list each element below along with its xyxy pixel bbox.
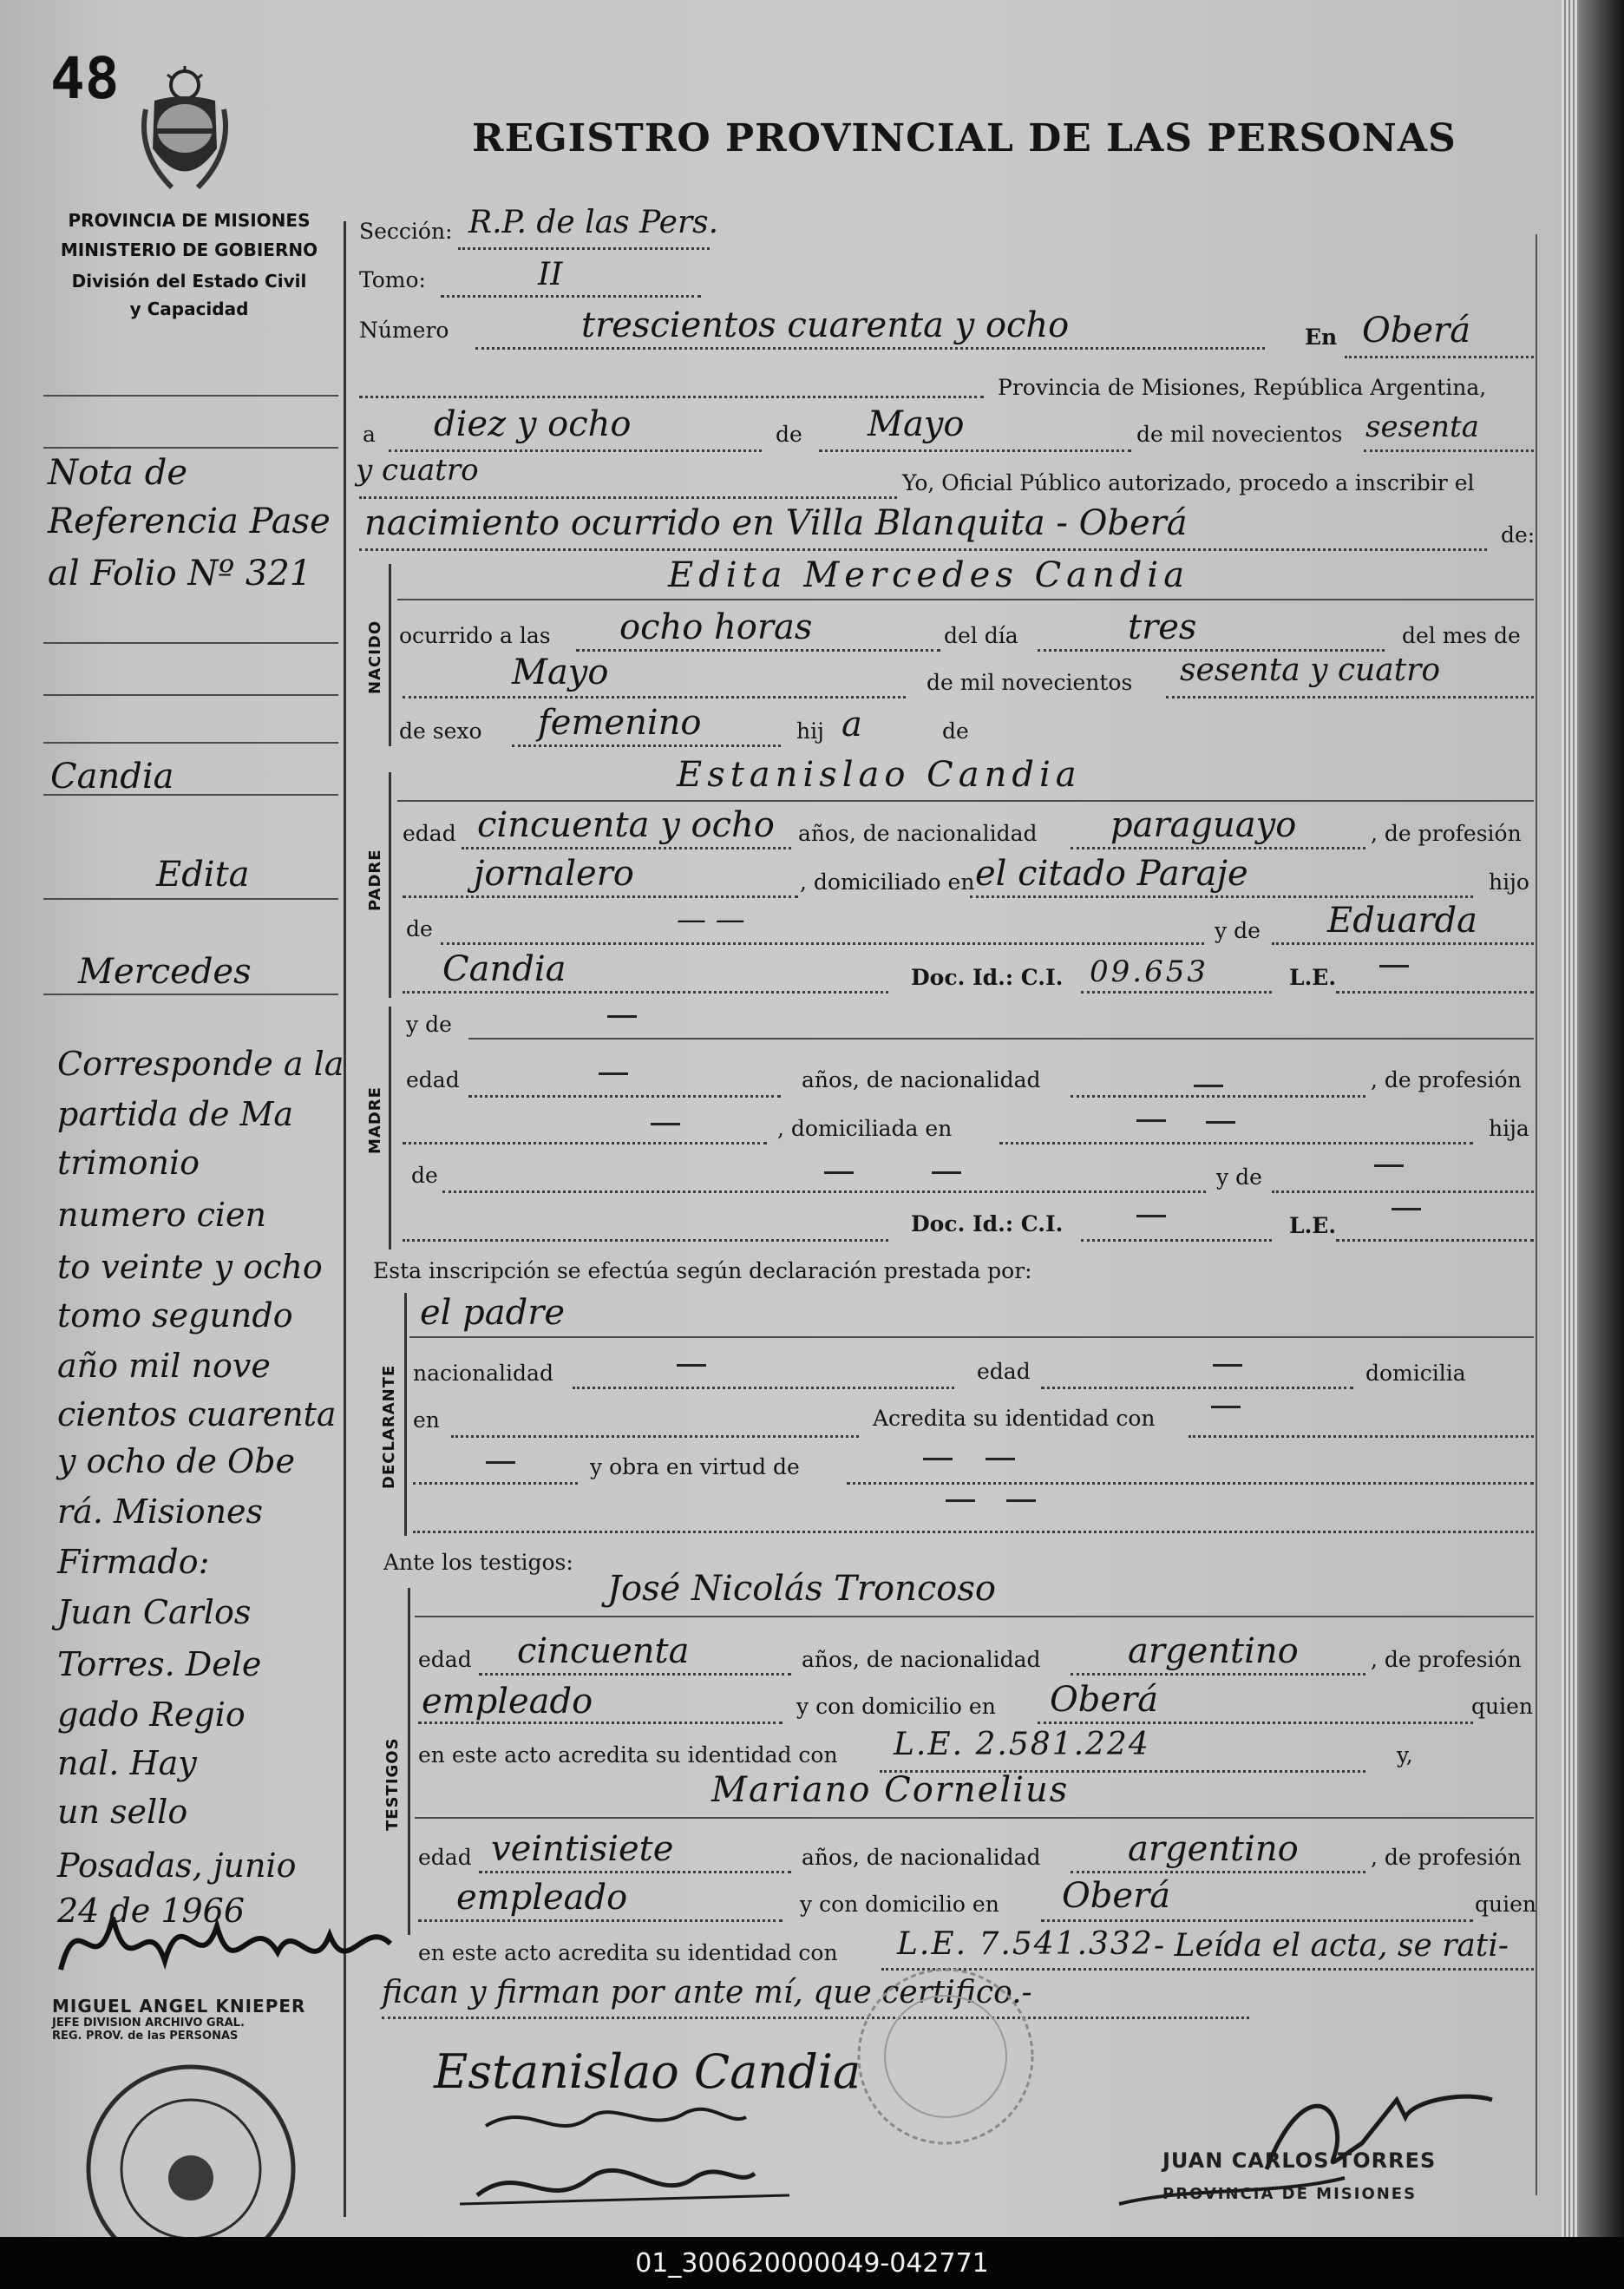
label-domicilia: domicilia xyxy=(1365,1361,1466,1386)
value-padre-yde-a: Eduarda xyxy=(1327,901,1477,941)
label-t1-anios-nac: años, de nacionalidad xyxy=(802,1647,1041,1672)
office-line-4: y Capacidad xyxy=(129,298,249,319)
label-anios-nac: años, de nacionalidad xyxy=(798,821,1038,846)
dots xyxy=(1189,1435,1534,1438)
stamp-left xyxy=(52,1996,347,2043)
dots xyxy=(418,1722,783,1724)
label-declarante: DECLARANTE xyxy=(380,1364,398,1489)
value-padre-prof: jornalero xyxy=(474,854,634,894)
blank-dash xyxy=(1136,1215,1166,1217)
dots xyxy=(1364,449,1534,452)
dots xyxy=(413,1531,1534,1533)
dots xyxy=(359,496,897,499)
margin-first-name: Edita xyxy=(156,855,250,895)
label-madre-y-de: y de xyxy=(406,1012,452,1037)
section-bracket xyxy=(404,1293,407,1536)
value-nombre-nacido: Edita Mercedes Candia xyxy=(668,555,1190,595)
page-number: 48 xyxy=(50,45,120,112)
office-line-3: División del Estado Civil xyxy=(71,271,307,292)
blank-dash xyxy=(677,1364,706,1367)
margin-annotation-line: 24 de 1966 xyxy=(57,1892,246,1930)
margin-rule xyxy=(43,642,338,644)
dots xyxy=(1081,1239,1272,1242)
label-madre-doc: Doc. Id.: C.I. xyxy=(911,1211,1064,1236)
margin-note-line: Nota de xyxy=(48,453,187,493)
blank-dash xyxy=(1379,965,1409,967)
blank-dash xyxy=(1206,1121,1235,1124)
stamp-left-line-3: REG. PROV. de las PERSONAS xyxy=(52,2030,239,2043)
value-anio-a: sesenta xyxy=(1365,410,1479,444)
dots xyxy=(403,1142,767,1144)
stamp-right xyxy=(1162,2148,1436,2203)
blank-dash xyxy=(1211,1406,1241,1408)
dots xyxy=(576,649,940,652)
blank-dash xyxy=(1006,1499,1036,1502)
dots xyxy=(442,1190,1206,1193)
dots xyxy=(462,847,791,849)
label-t1-quien: quien xyxy=(1471,1694,1533,1719)
label-hijo: hijo xyxy=(1489,869,1529,895)
value-hij-suffix: a xyxy=(841,705,862,744)
dots xyxy=(403,696,906,699)
dots xyxy=(479,1673,791,1676)
label-obra: y obra en virtud de xyxy=(590,1454,800,1479)
margin-annotation-line: Corresponde a la xyxy=(57,1045,344,1083)
value-padre-de: — — xyxy=(677,902,745,937)
label-de-3: de xyxy=(406,916,433,941)
label-provincia: Provincia de Misiones, República Argentina, xyxy=(998,375,1487,400)
signature-declarante: Estanislao Candia xyxy=(434,2044,861,2099)
margin-annotation-line: un sello xyxy=(57,1793,188,1831)
label-sexo: de sexo xyxy=(399,718,482,744)
value-numero: trescientos cuarenta y ocho xyxy=(581,305,1070,345)
dots xyxy=(1166,696,1534,699)
value-padre-dom: el citado Paraje xyxy=(975,854,1248,894)
value-anio-b: y cuatro xyxy=(356,453,479,488)
margin-annotation-line: rá. Misiones xyxy=(57,1492,264,1531)
blank-dash xyxy=(923,1458,953,1460)
official-seal-icon xyxy=(78,2056,312,2247)
label-acredita: Acredita su identidad con xyxy=(873,1406,1156,1431)
value-t2-doc: L.E. 7.541.332 xyxy=(897,1926,1154,1962)
label-t2-quien: quien xyxy=(1475,1892,1536,1917)
dots xyxy=(1038,649,1385,652)
label-t1-en-este-acto: en este acto acredita su identidad con xyxy=(418,1742,838,1768)
dots xyxy=(819,449,1131,452)
dots xyxy=(1081,991,1272,994)
dots xyxy=(1071,1871,1365,1873)
margin-note-line: Referencia Pase xyxy=(48,502,331,541)
label-doc: Doc. Id.: C.I. xyxy=(911,965,1064,990)
value-t1-doc: L.E. 2.581.224 xyxy=(894,1727,1150,1762)
label-de-2: de xyxy=(942,718,969,744)
name-rule xyxy=(415,1817,1534,1819)
label-madre-edad: edad xyxy=(406,1067,460,1092)
margin-rule xyxy=(43,994,338,995)
value-mes-nac: Mayo xyxy=(512,653,609,692)
label-madre-de-profesion: , de profesión xyxy=(1371,1067,1522,1092)
value-t1-prof: empleado xyxy=(422,1682,593,1722)
label-numero: Número xyxy=(359,318,449,343)
dots xyxy=(359,548,1487,551)
label-de: de xyxy=(776,422,802,447)
dots xyxy=(413,1482,578,1485)
label-yo: Yo, Oficial Público autorizado, procedo a inscribir el xyxy=(902,470,1475,495)
value-t1-nac: argentino xyxy=(1128,1631,1299,1671)
label-t1-de-profesion: , de profesión xyxy=(1371,1647,1522,1672)
dots xyxy=(1041,1387,1353,1389)
page-edges xyxy=(1562,0,1581,2237)
office-line-1: PROVINCIA DE MISIONES xyxy=(68,210,311,231)
coat-of-arms-icon xyxy=(137,66,232,196)
image-id-footer xyxy=(0,2237,1624,2289)
margin-annotation-line: partida de Ma xyxy=(57,1095,294,1133)
name-rule xyxy=(409,1336,1534,1338)
faded-seal-icon xyxy=(850,1961,1041,2152)
label-t1-con-domicilio: y con domicilio en xyxy=(796,1694,996,1719)
dots xyxy=(1041,1919,1473,1922)
value-anio-nac: sesenta y cuatro xyxy=(1180,653,1441,688)
blank-dash xyxy=(1213,1364,1242,1367)
name-rule xyxy=(415,1616,1534,1617)
margin-annotation-line: año mil nove xyxy=(57,1347,271,1385)
margin-signature-scribble xyxy=(52,1883,399,2004)
label-t2-de-profesion: , de profesión xyxy=(1371,1845,1522,1870)
label-de-mil-2: de mil novecientos xyxy=(927,670,1133,695)
stamp-right-line-1: JUAN CARLOS TORRES xyxy=(1162,2148,1437,2173)
margin-surname: Candia xyxy=(50,757,174,797)
dots xyxy=(458,247,710,250)
dots xyxy=(999,1142,1473,1144)
label-decl-edad: edad xyxy=(977,1359,1031,1384)
dots xyxy=(573,1387,954,1389)
book-binding xyxy=(1579,0,1624,2237)
value-seccion: R.P. de las Pers. xyxy=(468,205,719,240)
label-del-mes: del mes de xyxy=(1402,623,1521,648)
label-domiciliado: , domiciliado en xyxy=(800,869,975,895)
margin-annotation-line: nal. Hay xyxy=(57,1744,197,1782)
label-nacionalidad: nacionalidad xyxy=(413,1361,553,1386)
blank-dash xyxy=(607,1015,637,1018)
dots xyxy=(389,449,762,452)
margin-annotation-line: Torres. Dele xyxy=(57,1645,262,1683)
dots xyxy=(1272,942,1534,945)
blank-dash xyxy=(824,1171,854,1174)
stamp-left-line-2: JEFE DIVISION ARCHIVO GRAL. xyxy=(52,2017,245,2030)
label-tomo: Tomo: xyxy=(359,267,426,292)
label-del-dia: del día xyxy=(944,623,1018,648)
label-le: L.E. xyxy=(1289,965,1337,990)
margin-rule xyxy=(43,742,338,744)
dots xyxy=(1071,1673,1365,1676)
dots xyxy=(359,396,984,398)
margin-annotation-line: Juan Carlos xyxy=(57,1593,252,1631)
value-declarante: el padre xyxy=(420,1293,566,1333)
value-testigo-2: Mariano Cornelius xyxy=(711,1770,1070,1810)
blank-dash xyxy=(1392,1208,1421,1210)
seal-text xyxy=(104,2221,122,2222)
value-sexo: femenino xyxy=(538,703,702,743)
value-t1-dom: Oberá xyxy=(1050,1680,1159,1720)
dots xyxy=(403,1239,888,1242)
margin-annotation-line: Firmado: xyxy=(57,1543,210,1581)
label-de-profesion: , de profesión xyxy=(1371,821,1522,846)
margin-annotation-line: gado Regio xyxy=(57,1695,246,1734)
section-bracket xyxy=(389,772,391,998)
label-ocurrido: ocurrido a las xyxy=(399,623,551,648)
dots xyxy=(1345,356,1534,358)
margin-rule xyxy=(43,395,338,397)
stamp-right-line-2: PROVINCIA DE MISIONES xyxy=(1162,2185,1418,2203)
office-line-2: MINISTERIO DE GOBIERNO xyxy=(60,239,318,260)
section-bracket xyxy=(389,1007,391,1249)
dots xyxy=(1071,847,1365,849)
margin-rule xyxy=(43,898,338,900)
value-t2-dom: Oberá xyxy=(1062,1876,1171,1916)
margin-rule xyxy=(43,694,338,696)
value-dia-nac: tres xyxy=(1128,607,1197,647)
value-t1-edad: cincuenta xyxy=(517,1631,690,1671)
blank-dash xyxy=(946,1499,975,1502)
label-madre-y-de-2: y de xyxy=(1216,1164,1262,1190)
blank-dash xyxy=(932,1171,961,1174)
dots xyxy=(1336,1239,1534,1242)
label-y-coma: y, xyxy=(1397,1742,1413,1768)
margin-annotation-line: trimonio xyxy=(57,1144,200,1182)
label-de-mil: de mil novecientos xyxy=(1136,422,1343,447)
dots xyxy=(403,895,798,898)
label-testigos-side: TESTIGOS xyxy=(383,1737,402,1831)
label-testigos: Ante los testigos: xyxy=(383,1550,573,1575)
blank-dash xyxy=(986,1458,1015,1460)
margin-annotation-line: Posadas, junio xyxy=(57,1846,297,1885)
label-seccion: Sección: xyxy=(359,219,453,244)
label-t2-con-domicilio: y con domicilio en xyxy=(800,1892,999,1917)
value-lugar: Oberá xyxy=(1362,311,1471,351)
value-padre-yde-b: Candia xyxy=(442,949,566,989)
value-tomo: II xyxy=(538,257,563,292)
label-decl-en: en xyxy=(413,1407,440,1433)
label-inscripcion: Esta inscripción se efectúa según declaración prestada por: xyxy=(373,1258,1032,1283)
margin-rule xyxy=(43,447,338,449)
blank-dash xyxy=(651,1123,680,1125)
margin-annotation-line: to veinte y ocho xyxy=(57,1248,323,1286)
blank-dash xyxy=(486,1461,515,1464)
blank-dash xyxy=(1374,1164,1404,1167)
value-t2-edad: veintisiete xyxy=(491,1829,674,1869)
label-hija: hija xyxy=(1489,1116,1529,1141)
name-rule xyxy=(397,599,1534,600)
dots xyxy=(512,744,781,747)
margin-annotation-line: y ocho de Obe xyxy=(57,1442,295,1480)
dots xyxy=(451,1435,859,1438)
value-padre-nombre: Estanislao Candia xyxy=(677,755,1082,795)
margin-annotation-line: tomo segundo xyxy=(57,1296,293,1335)
label-t1-edad: edad xyxy=(418,1647,472,1672)
label-t2-anios-nac: años, de nacionalidad xyxy=(802,1845,1041,1870)
label-t2-en-este-acto: en este acto acredita su identidad con xyxy=(418,1940,838,1965)
dots xyxy=(441,295,701,298)
label-madre-de: de xyxy=(411,1163,438,1188)
value-hora: ocho horas xyxy=(619,607,813,647)
blank-dash xyxy=(1136,1119,1166,1122)
value-padre-nac: paraguayo xyxy=(1110,805,1297,845)
dots xyxy=(847,1482,1534,1485)
value-dia: diez y ocho xyxy=(434,404,632,444)
value-mes: Mayo xyxy=(868,404,965,444)
dots xyxy=(418,1919,783,1922)
dots xyxy=(1071,1095,1365,1098)
section-bracket xyxy=(389,564,391,746)
margin-annotation-line: cientos cuarenta xyxy=(57,1395,337,1433)
value-testigo-1: José Nicolás Troncoso xyxy=(607,1569,996,1609)
dots xyxy=(970,895,1473,898)
label-a: a xyxy=(363,422,376,447)
label-madre-le: L.E. xyxy=(1289,1213,1337,1238)
label-madre-anios-nac: años, de nacionalidad xyxy=(802,1067,1041,1092)
label-de-colon: de: xyxy=(1501,522,1536,548)
dots xyxy=(479,1871,791,1873)
blank-dash xyxy=(1194,1085,1223,1087)
value-padre-edad: cincuenta y ocho xyxy=(477,805,775,845)
value-padre-ci: 09.653 xyxy=(1090,954,1208,989)
label-y-de: y de xyxy=(1215,918,1261,943)
name-rule xyxy=(397,800,1534,802)
image-id: 01_300620000049-042771 xyxy=(635,2247,989,2279)
dots xyxy=(1038,1722,1473,1724)
value-hecho: nacimiento ocurrido en Villa Blanquita - Oberá xyxy=(364,503,1188,543)
label-madre: MADRE xyxy=(366,1086,384,1154)
margin-note-line: al Folio Nº 321 xyxy=(48,554,312,594)
blank-dash xyxy=(599,1072,628,1075)
label-nacido: NACIDO xyxy=(366,620,384,694)
dots xyxy=(468,1095,781,1098)
dots xyxy=(475,347,1265,350)
label-t2-edad: edad xyxy=(418,1845,472,1870)
value-t2-prof: empleado xyxy=(456,1878,628,1918)
dots xyxy=(1272,1190,1534,1193)
dots xyxy=(1336,991,1534,994)
label-hij: hij xyxy=(796,718,824,744)
document-title: REGISTRO PROVINCIAL DE LAS PERSONAS xyxy=(472,116,1457,161)
value-t2-nac: argentino xyxy=(1128,1829,1299,1869)
stamp-left-line-1: MIGUEL ANGEL KNIEPER xyxy=(52,1996,306,2017)
dots xyxy=(382,2017,1249,2019)
label-edad: edad xyxy=(403,821,456,846)
dots xyxy=(403,991,888,994)
margin-annotation-line: numero cien xyxy=(57,1196,266,1234)
label-domiciliada: , domiciliada en xyxy=(777,1116,953,1141)
dots xyxy=(441,942,1204,945)
label-en: En xyxy=(1305,325,1338,350)
value-cierre-b: fican y firman por ante mí, que certifico.- xyxy=(382,1975,1032,2010)
margin-middle-name: Mercedes xyxy=(78,952,252,992)
label-padre: PADRE xyxy=(366,849,384,911)
name-rule xyxy=(468,1038,1534,1040)
section-bracket xyxy=(408,1588,410,1935)
value-cierre-a: - Leída el acta, se rati- xyxy=(1154,1928,1509,1964)
